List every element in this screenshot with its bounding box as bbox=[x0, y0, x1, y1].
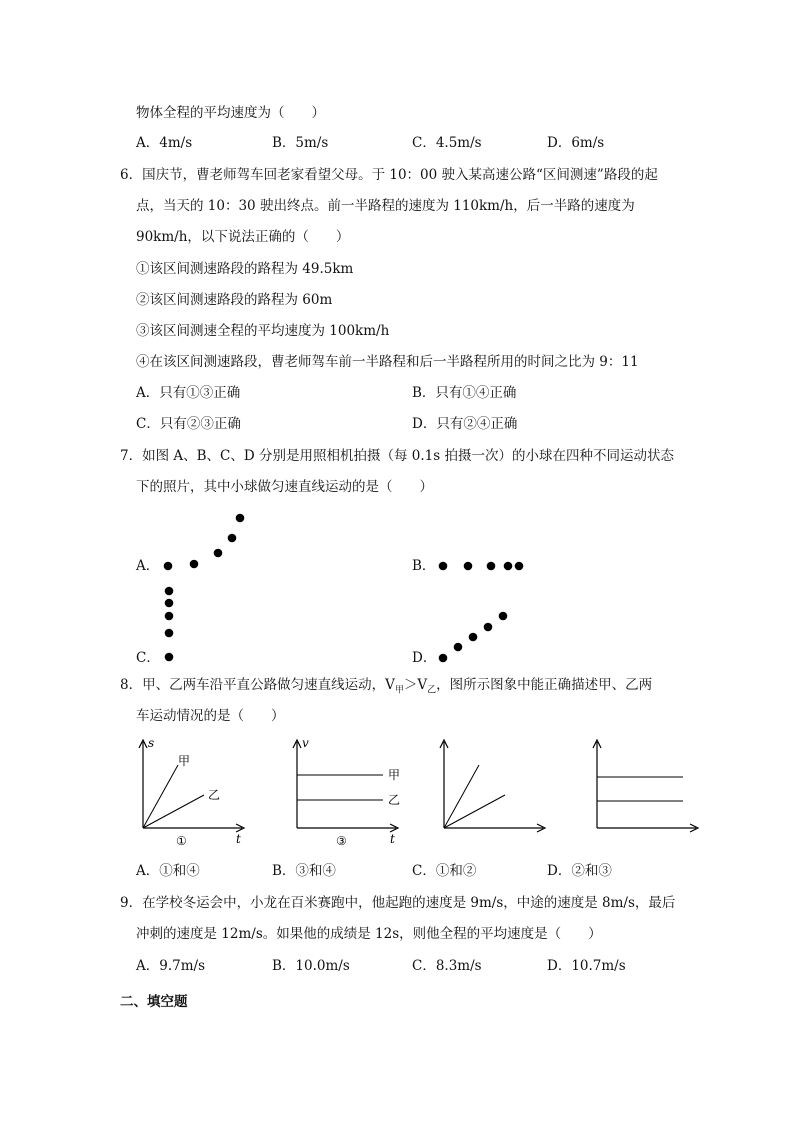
graph-4 bbox=[593, 740, 698, 832]
label-yi: 乙 bbox=[388, 793, 401, 807]
q8-option-d: D．②和③ bbox=[547, 863, 612, 879]
graph-1 bbox=[139, 736, 244, 848]
label-yi: 乙 bbox=[208, 788, 221, 802]
q9-option-d: D．10.7m/s bbox=[547, 958, 626, 974]
q6-statement-1: ①该区间测速路段的路程为 49.5km bbox=[136, 261, 354, 277]
q8-sub-jia: 甲 bbox=[394, 685, 404, 696]
x-axis-label: t bbox=[236, 832, 241, 846]
q8-text-gt: ＞V bbox=[403, 677, 428, 693]
q7-label-d: D． bbox=[412, 650, 437, 666]
q8-option-b: B．③和④ bbox=[272, 863, 336, 879]
y-axis-label: v bbox=[302, 736, 309, 750]
q7-label-a: A． bbox=[136, 558, 160, 574]
q7-line-1: 7．如图 A、B、C、D 分别是用照相机拍摄（每 0.1s 拍摄一次）的小球在四种不同运动状态 bbox=[120, 448, 674, 464]
q5-option-b: B．5m/s bbox=[272, 135, 329, 151]
graph-number: ③ bbox=[336, 834, 347, 848]
q6-statement-2: ②该区间测速路段的路程为 60m bbox=[136, 292, 333, 308]
q6-line-2: 点，当天的 10：30 驶出终点。前一半路程的速度为 110km/h，后一半路的速度为 bbox=[136, 198, 635, 214]
q8-line-2: 车运动情况的是（ ） bbox=[136, 708, 285, 724]
y-axis-label: s bbox=[148, 736, 155, 750]
q6-option-d: D．只有②④正确 bbox=[412, 416, 518, 432]
q6-line-3: 90km/h，以下说法正确的（ ） bbox=[136, 229, 350, 245]
x-axis-label: t bbox=[390, 832, 395, 846]
q9-line-1: 9．在学校冬运会中，小龙在百米赛跑中，他起跑的速度是 9m/s，中途的速度是 8m/s，最后 bbox=[120, 895, 676, 911]
q5-stem: 物体全程的平均速度为（ ） bbox=[136, 105, 325, 121]
q9-option-a: A．9.7m/s bbox=[136, 958, 205, 974]
q8-text-b: ，图所示图象中能正确描述甲、乙两 bbox=[436, 677, 653, 693]
graph-number: ① bbox=[176, 834, 187, 848]
q8-text-a: 8．甲、乙两车沿平直公路做匀速直线运动，V bbox=[120, 677, 395, 693]
q5-option-c: C．4.5m/s bbox=[412, 135, 482, 151]
q5-option-d: D．6m/s bbox=[547, 135, 605, 151]
q6-line-1: 6．国庆节，曹老师驾车回老家看望父母。于 10：00 驶入某高速公路“区间测速”路段的起 bbox=[120, 167, 658, 183]
q6-option-c: C．只有②③正确 bbox=[136, 416, 241, 432]
q6-statement-3: ③该区间测速全程的平均速度为 100km/h bbox=[136, 323, 390, 339]
q6-option-b: B．只有①④正确 bbox=[412, 385, 517, 401]
q9-option-b: B．10.0m/s bbox=[272, 958, 350, 974]
graph-2 bbox=[293, 736, 400, 848]
q7-line-2: 下的照片，其中小球做匀速直线运动的是（ ） bbox=[136, 479, 433, 495]
section-title: 二、填空题 bbox=[120, 994, 188, 1010]
q7-label-b: B． bbox=[412, 558, 436, 574]
q7-label-c: C． bbox=[136, 650, 160, 666]
label-jia: 甲 bbox=[388, 768, 401, 782]
q9-line-2: 冲刺的速度是 12m/s。如果他的成绩是 12s，则他全程的平均速度是（ ） bbox=[136, 926, 602, 942]
q8-sub-yi: 乙 bbox=[427, 685, 437, 696]
q9-option-c: C．8.3m/s bbox=[412, 958, 482, 974]
q6-statement-4: ④在该区间测速路段，曹老师驾车前一半路程和后一半路程所用的时间之比为 9：11 bbox=[136, 354, 639, 370]
q8-option-c: C．①和② bbox=[412, 863, 477, 879]
graph-3 bbox=[440, 740, 545, 832]
label-jia: 甲 bbox=[178, 754, 191, 768]
q6-option-a: A．只有①③正确 bbox=[136, 385, 241, 401]
q5-option-a: A．4m/s bbox=[136, 135, 193, 151]
q8-option-a: A．①和④ bbox=[136, 863, 200, 879]
